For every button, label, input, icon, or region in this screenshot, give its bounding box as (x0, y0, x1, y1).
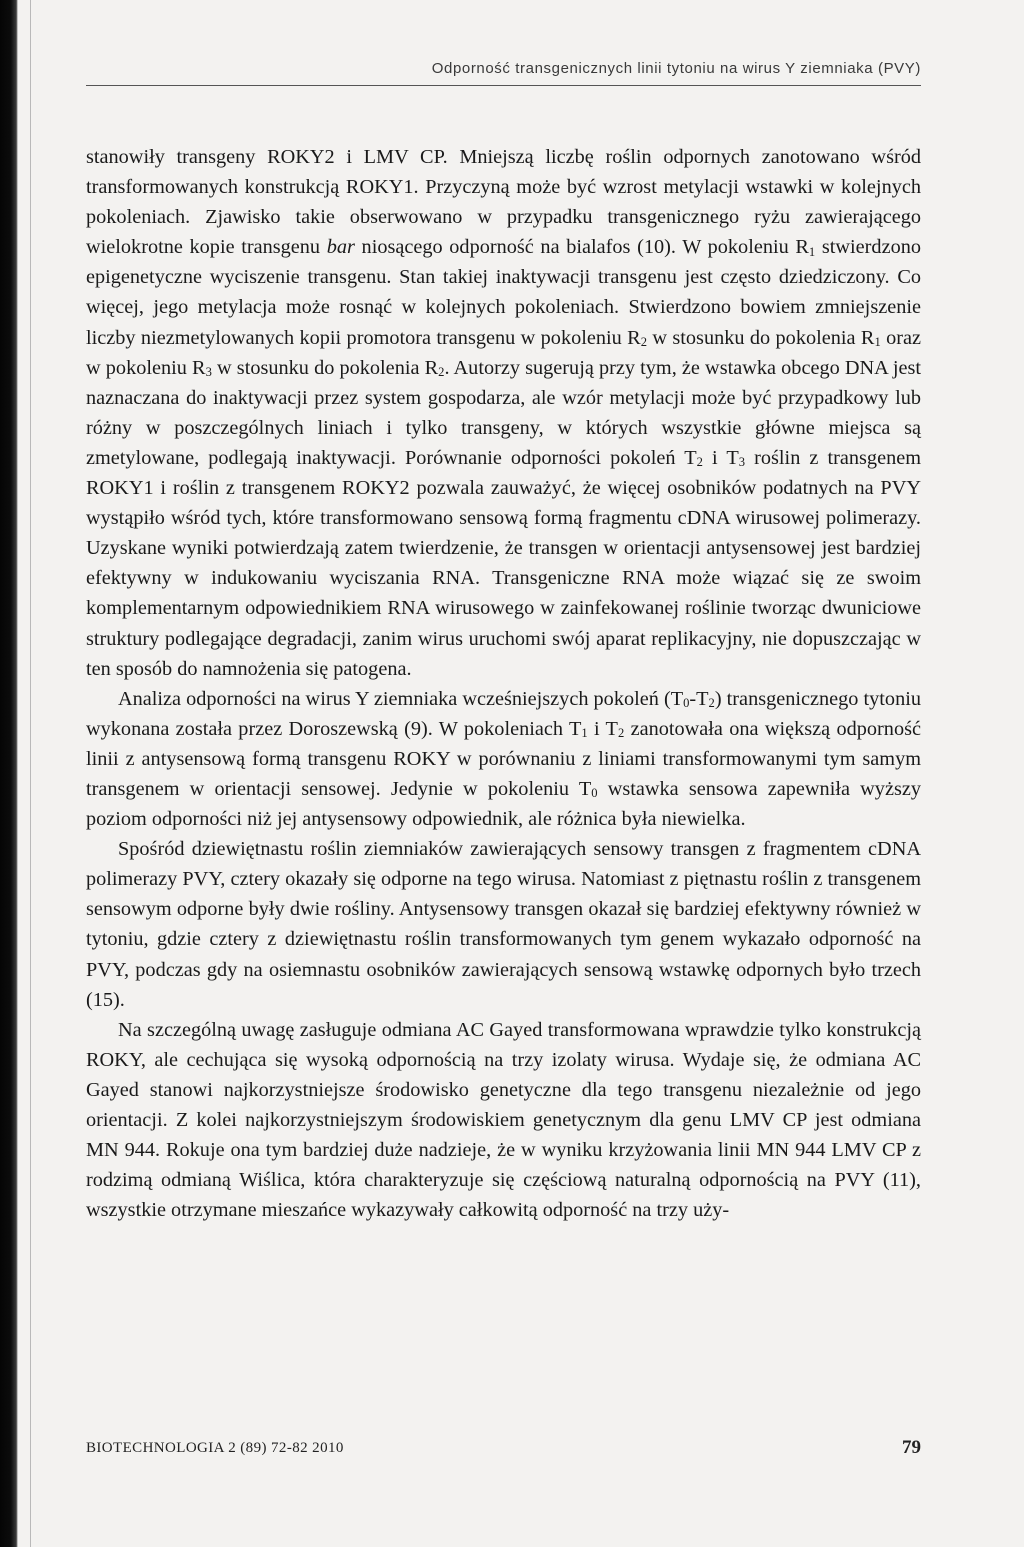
paragraph (86, 684, 921, 834)
subscript: 2 (617, 726, 625, 741)
text-run: oraz w pokoleniu R (86, 326, 922, 379)
subscript: 0 (591, 786, 598, 801)
text-run: i T (587, 717, 618, 740)
subscript: 0 (683, 696, 690, 711)
subscript: 3 (738, 455, 746, 470)
text-run: stwierdzono epigenetyczne wyciszenie transgenu. Stan takiej inaktywacji transgenu jest często dziedziczony. Co więcej, jego metylacja może rosnąć w kolejnych pokoleniach. Stwierdzono bowiem zmniejszenie liczby niezmetylowanych kopii promotora transgenu w pokoleniu R (86, 236, 921, 349)
book-spine-shadow (0, 0, 18, 1547)
subscript: 1 (808, 244, 816, 259)
subscript: 3 (205, 365, 212, 380)
paragraph (86, 1015, 921, 1226)
journal-citation: BIOTECHNOLOGIA 2 (89) 72-82 2010 (86, 1440, 344, 1456)
text-run: w stosunku do pokolenia R (646, 326, 875, 349)
text-run: Analiza odporności na wirus Y ziemniaka wcześniejszych pokoleń (T (118, 687, 684, 710)
text-run: ) transgenicznego tytoniu wykonana została przez Doroszewską (9). W pokoleniach T (86, 687, 921, 740)
subscript: 1 (581, 726, 588, 741)
subscript: 2 (708, 696, 715, 711)
text-run: stanowiły transgeny ROKY2 i LMV CP. Mniejszą liczbę roślin odpornych zanotowano wśród transformowanych konstrukcją ROKY1. Przyczyną może być wzrost metylacji wstawki w kolejnych pokoleniach. Zjawisko takie obserwowano w przypadku transgenicznego ryżu zawierającego wielokrotne kopie transgenu (86, 146, 921, 259)
text-run: niosącego odporność na bialafos (10). W pokoleniu R (354, 236, 809, 259)
text-run: w stosunku do pokolenia R (211, 356, 439, 379)
text-run: wstawka sensowa zapewniła wyższy poziom odporności niż jej antysensowy odpowiednik, ale różnica była niewielka. (86, 777, 921, 831)
text-run: . Autorzy sugerują przy tym, że wstawka obcego DNA jest naznaczana do inaktywacji przez system gospodarza, ale wzór metylacji może być przypadkowy lub różny w poszczególnych liniach i tylko transgeny, w których wszystkie główne miejsca są zmetylowane, podlegają inaktywacji. Porównanie odporności pokoleń T (86, 356, 921, 469)
text-run: i T (702, 446, 739, 469)
subscript: 2 (438, 365, 445, 380)
italic-term: bar (326, 236, 355, 259)
text-run: zanotowała ona większą odporność linii z antysensową formą transgenu ROKY w porównaniu z liniami transformowanymi tym samym transgenem w orientacji sensowej. Jedynie w pokoleniu T (86, 717, 921, 800)
paragraph (86, 834, 921, 1015)
text-run: Na szczególną uwagę zasługuje odmiana AC Gayed transformowana wprawdzie tylko konstrukcją ROKY, ale cechująca się wysoką odpornością na trzy izolaty wirusa. Wydaje się, że odmiana AC Gayed stanowi najkorzystniejsze środowisko genetyczne dla tego transgenu niezależnie od jego orientacji. Z kolei najkorzystniejszym środowiskiem genetycznym dla genu LMV CP jest odmiana MN 944. Rokuje ona tym bardziej duże nadzieje, że w wyniku krzyżowania linii MN 944 LMV CP z rodzimą odmianą Wiślica, która charakteryzuje się częściową naturalną odpornością na PVY (11), wszystkie otrzymane mieszańce wykazywały całkowitą odporność na trzy uży- (86, 1018, 921, 1222)
text-run: -T (689, 687, 709, 710)
subscript: 2 (640, 335, 647, 350)
text-run: roślin z transgenem ROKY1 i roślin z transgenem ROKY2 pozwala zauważyć, że więcej osobników podatnych na PVY wystąpiło wśród tych, które transformowano sensową formą fragmentu cDNA wirusowej polimerazy. Uzyskane wyniki potwierdzają zatem twierdzenie, że transgen w orientacji antysensowej jest bardziej efektywny w indukowaniu wyciszania RNA. Transgeniczne RNA może wiązać się ze swoim komplementarnym odpowiednikiem RNA wirusowego w zainfekowanej roślinie tworząc dwuniciowe struktury podlegające degradacji, zanim wirus uruchomi swój aparat replikacyjny, nie dopuszczając w ten sposób do namnożenia się patogena. (86, 446, 921, 680)
article-body (86, 142, 921, 1225)
page-number: 79 (902, 1437, 921, 1458)
subscript: 1 (874, 335, 881, 350)
running-header: Odporność transgenicznych linii tytoniu na wirus Y ziemniaka (PVY) (431, 60, 921, 77)
subscript: 2 (696, 455, 703, 470)
page-footer (86, 1437, 921, 1470)
header-rule (86, 85, 921, 86)
paragraph (86, 142, 921, 684)
text-run: Spośród dziewiętnastu roślin ziemniaków zawierających sensowy transgen z fragmentem cDNA polimerazy PVY, cztery okazały się odporne na tego wirusa. Natomiast z piętnastu roślin z transgenem sensowym odporne były dwie rośliny. Antysensowy transgen okazał się bardziej efektywny również w tytoniu, gdzie cztery z dziewiętnastu roślin transformowanych tym genem wykazało odporność na PVY, podczas gdy na osiemnastu osobników zawierających sensową wstawkę odpornych było trzech (15). (86, 838, 921, 1011)
gutter-line (30, 0, 31, 1547)
